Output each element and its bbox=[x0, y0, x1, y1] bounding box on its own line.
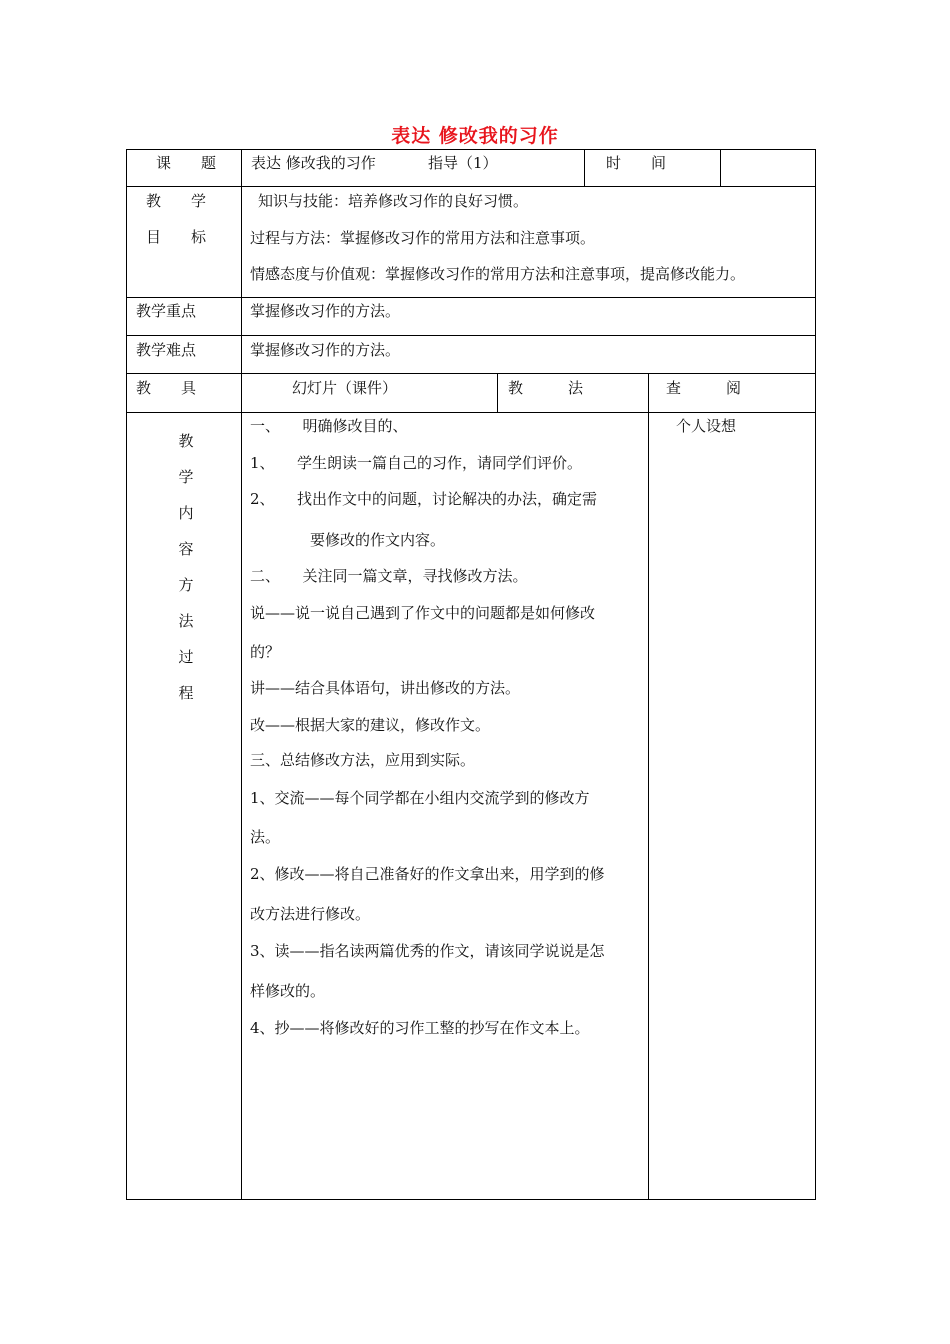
review-label: 查 阅 bbox=[666, 379, 742, 397]
process-line: 要修改的作文内容。 bbox=[250, 531, 446, 549]
tools-value: 幻灯片（课件） bbox=[292, 379, 398, 397]
row-divider bbox=[126, 335, 816, 336]
process-label-char: 程 bbox=[178, 684, 194, 702]
process-label-char: 容 bbox=[178, 540, 194, 558]
time-label: 时 间 bbox=[606, 154, 667, 172]
objective-item: 情感态度与价值观：掌握修改习作的常用方法和注意事项，提高修改能力。 bbox=[250, 265, 746, 283]
objectives-label-line1: 教 学 bbox=[146, 192, 207, 210]
tools-label: 教 具 bbox=[136, 379, 197, 397]
document-title: 表达 修改我的习作 bbox=[391, 125, 559, 147]
process-line: 讲——结合具体语句，讲出修改的方法。 bbox=[250, 679, 521, 697]
row-divider bbox=[126, 186, 816, 187]
method-label: 教 法 bbox=[508, 379, 584, 397]
process-label-char: 方 bbox=[178, 576, 194, 594]
process-line: 说——说一说自己遇到了作文中的问题都是如何修改 bbox=[250, 604, 596, 622]
process-line: 二、 关注同一篇文章，寻找修改方法。 bbox=[250, 567, 528, 585]
column-divider bbox=[497, 373, 498, 413]
process-line: 改——根据大家的建议，修改作文。 bbox=[250, 716, 491, 734]
process-line: 一、 明确修改目的、 bbox=[250, 417, 408, 435]
process-label-char: 过 bbox=[178, 648, 194, 666]
process-label bbox=[176, 431, 196, 719]
objective-item: 知识与技能：培养修改习作的良好习惯。 bbox=[258, 192, 529, 210]
process-line: 4、抄——将修改好的习作工整的抄写在作文本上。 bbox=[250, 1019, 590, 1037]
process-line: 1、 学生朗读一篇自己的习作，请同学们评价。 bbox=[250, 454, 583, 472]
process-line: 样修改的。 bbox=[250, 982, 326, 1000]
process-line: 法。 bbox=[250, 828, 281, 846]
process-line: 1、交流——每个同学都在小组内交流学到的修改方 bbox=[250, 789, 590, 807]
column-divider bbox=[648, 373, 649, 1200]
process-label-char: 学 bbox=[178, 468, 194, 486]
process-line: 2、 找出作文中的问题，讨论解决的办法，确定需 bbox=[250, 490, 598, 508]
key-point-value: 掌握修改习作的方法。 bbox=[250, 302, 401, 320]
row-divider bbox=[126, 297, 816, 298]
column-divider bbox=[720, 149, 721, 187]
process-line: 2、修改——将自己准备好的作文拿出来，用学到的修 bbox=[250, 865, 605, 883]
table-border-right bbox=[815, 149, 816, 1200]
guide-value: 指导（1） bbox=[428, 154, 498, 172]
key-point-label: 教学重点 bbox=[136, 302, 197, 320]
process-label-char: 教 bbox=[178, 432, 194, 450]
row-divider bbox=[126, 412, 816, 413]
process-line: 的？ bbox=[250, 643, 281, 661]
topic-value: 表达 修改我的习作 bbox=[251, 154, 376, 172]
difficulty-value: 掌握修改习作的方法。 bbox=[250, 341, 401, 359]
objectives-label-line2: 目 标 bbox=[146, 228, 207, 246]
topic-label: 课 题 bbox=[156, 154, 217, 172]
table-border-top bbox=[126, 149, 816, 150]
process-label-char: 内 bbox=[178, 504, 194, 522]
column-divider bbox=[584, 149, 585, 187]
process-line: 3、读——指名读两篇优秀的作文，请该同学说说是怎 bbox=[250, 942, 605, 960]
objective-item: 过程与方法：掌握修改习作的常用方法和注意事项。 bbox=[250, 229, 596, 247]
table-border-bottom bbox=[126, 1199, 816, 1200]
process-line: 改方法进行修改。 bbox=[250, 905, 371, 923]
difficulty-label: 教学难点 bbox=[136, 341, 197, 359]
column-divider bbox=[241, 149, 242, 1200]
personal-ideas-label: 个人设想 bbox=[676, 417, 737, 435]
table-border-left bbox=[126, 149, 127, 1200]
process-line: 三、总结修改方法，应用到实际。 bbox=[250, 751, 476, 769]
process-label-char: 法 bbox=[178, 612, 194, 630]
row-divider bbox=[126, 373, 816, 374]
